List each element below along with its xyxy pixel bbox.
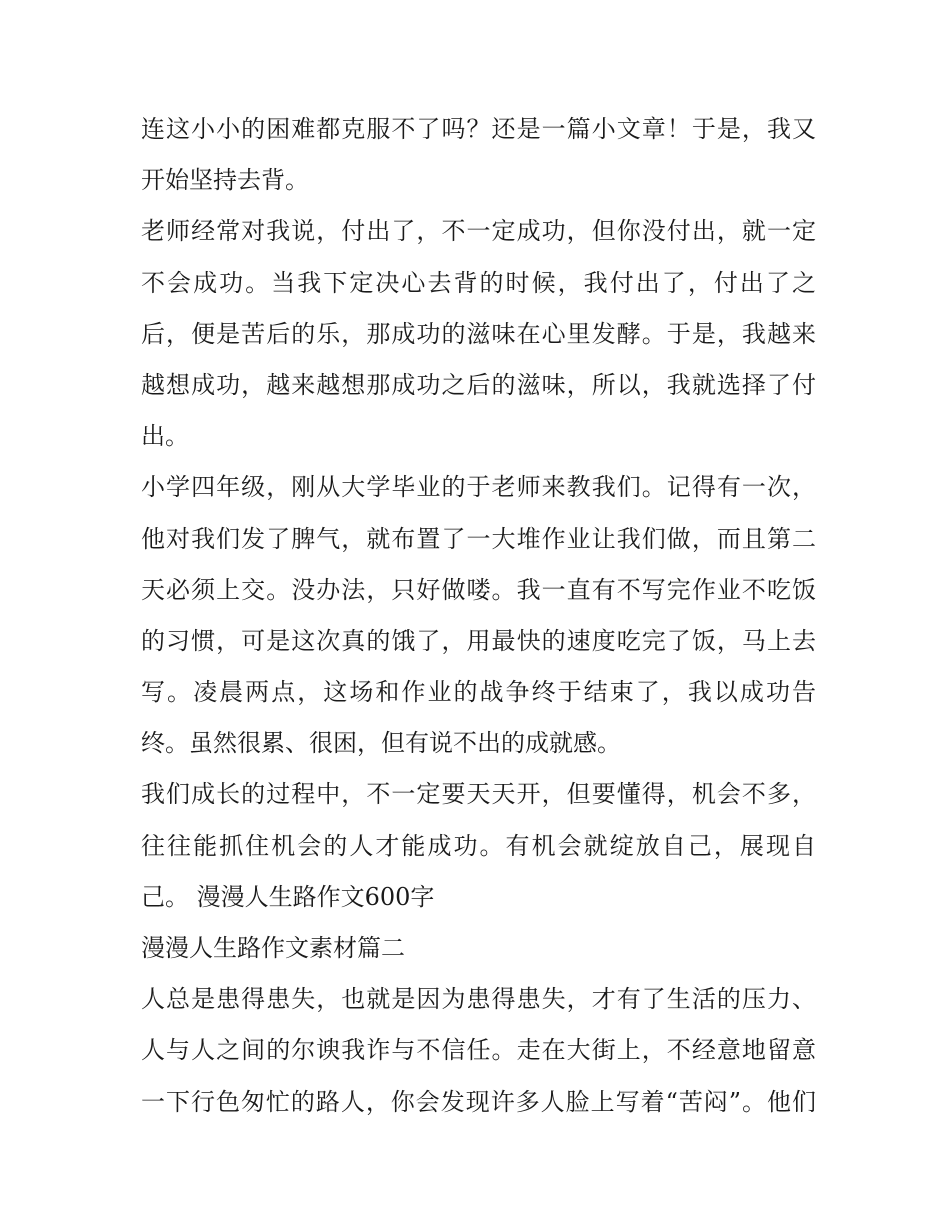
text-line: 他对我们发了脾气，就布置了一大堆作业让我们做，而且第二 [141,524,816,553]
text-line: 一下行色匆忙的路人，你会发现许多人脸上写着“苦闷”。他们 [141,1087,816,1116]
text-line: 不会成功。当我下定决心去背的时候，我付出了，付出了之 [141,268,816,297]
text-line: 出。 [141,422,189,451]
text-line: 老师经常对我说，付出了，不一定成功，但你没付出，就一定 [141,217,816,246]
text-line: 己。 漫漫人生路作文600字 [141,882,435,911]
text-line: 后，便是苦后的乐，那成功的滋味在心里发酵。于是，我越来 [141,319,816,348]
document-body [141,104,816,1128]
text-line: 我们成长的过程中，不一定要天天开，但要懂得，机会不多， [141,780,816,809]
text-line: 往往能抓住机会的人才能成功。有机会就绽放自己，展现自 [141,831,816,860]
text-line: 的习惯，可是这次真的饿了，用最快的速度吃完了饭，马上去 [141,626,816,655]
text-line: 连这小小的困难都克服不了吗？还是一篇小文章！于是，我又 [141,115,816,143]
text-line: 写。凌晨两点，这场和作业的战争终于结束了，我以成功告 [141,678,816,707]
text-line: 人总是患得患失，也就是因为患得患失，才有了生活的压力、 [141,985,816,1014]
text-line: 终。虽然很累、很困，但有说不出的成就感。 [141,729,621,758]
text-line: 天必须上交。没办法，只好做喽。我一直有不写完作业不吃饭 [141,575,816,604]
section-heading: 漫漫人生路作文素材篇二 [141,934,405,962]
text-line: 越想成功，越来越想那成功之后的滋味，所以，我就选择了付 [141,370,816,399]
text-line: 小学四年级，刚从大学毕业的于老师来教我们。记得有一次， [141,473,816,502]
text-line: 开始坚持去背。 [141,166,309,195]
text-line: 人与人之间的尔谀我诈与不信任。走在大街上，不经意地留意 [141,1036,816,1065]
